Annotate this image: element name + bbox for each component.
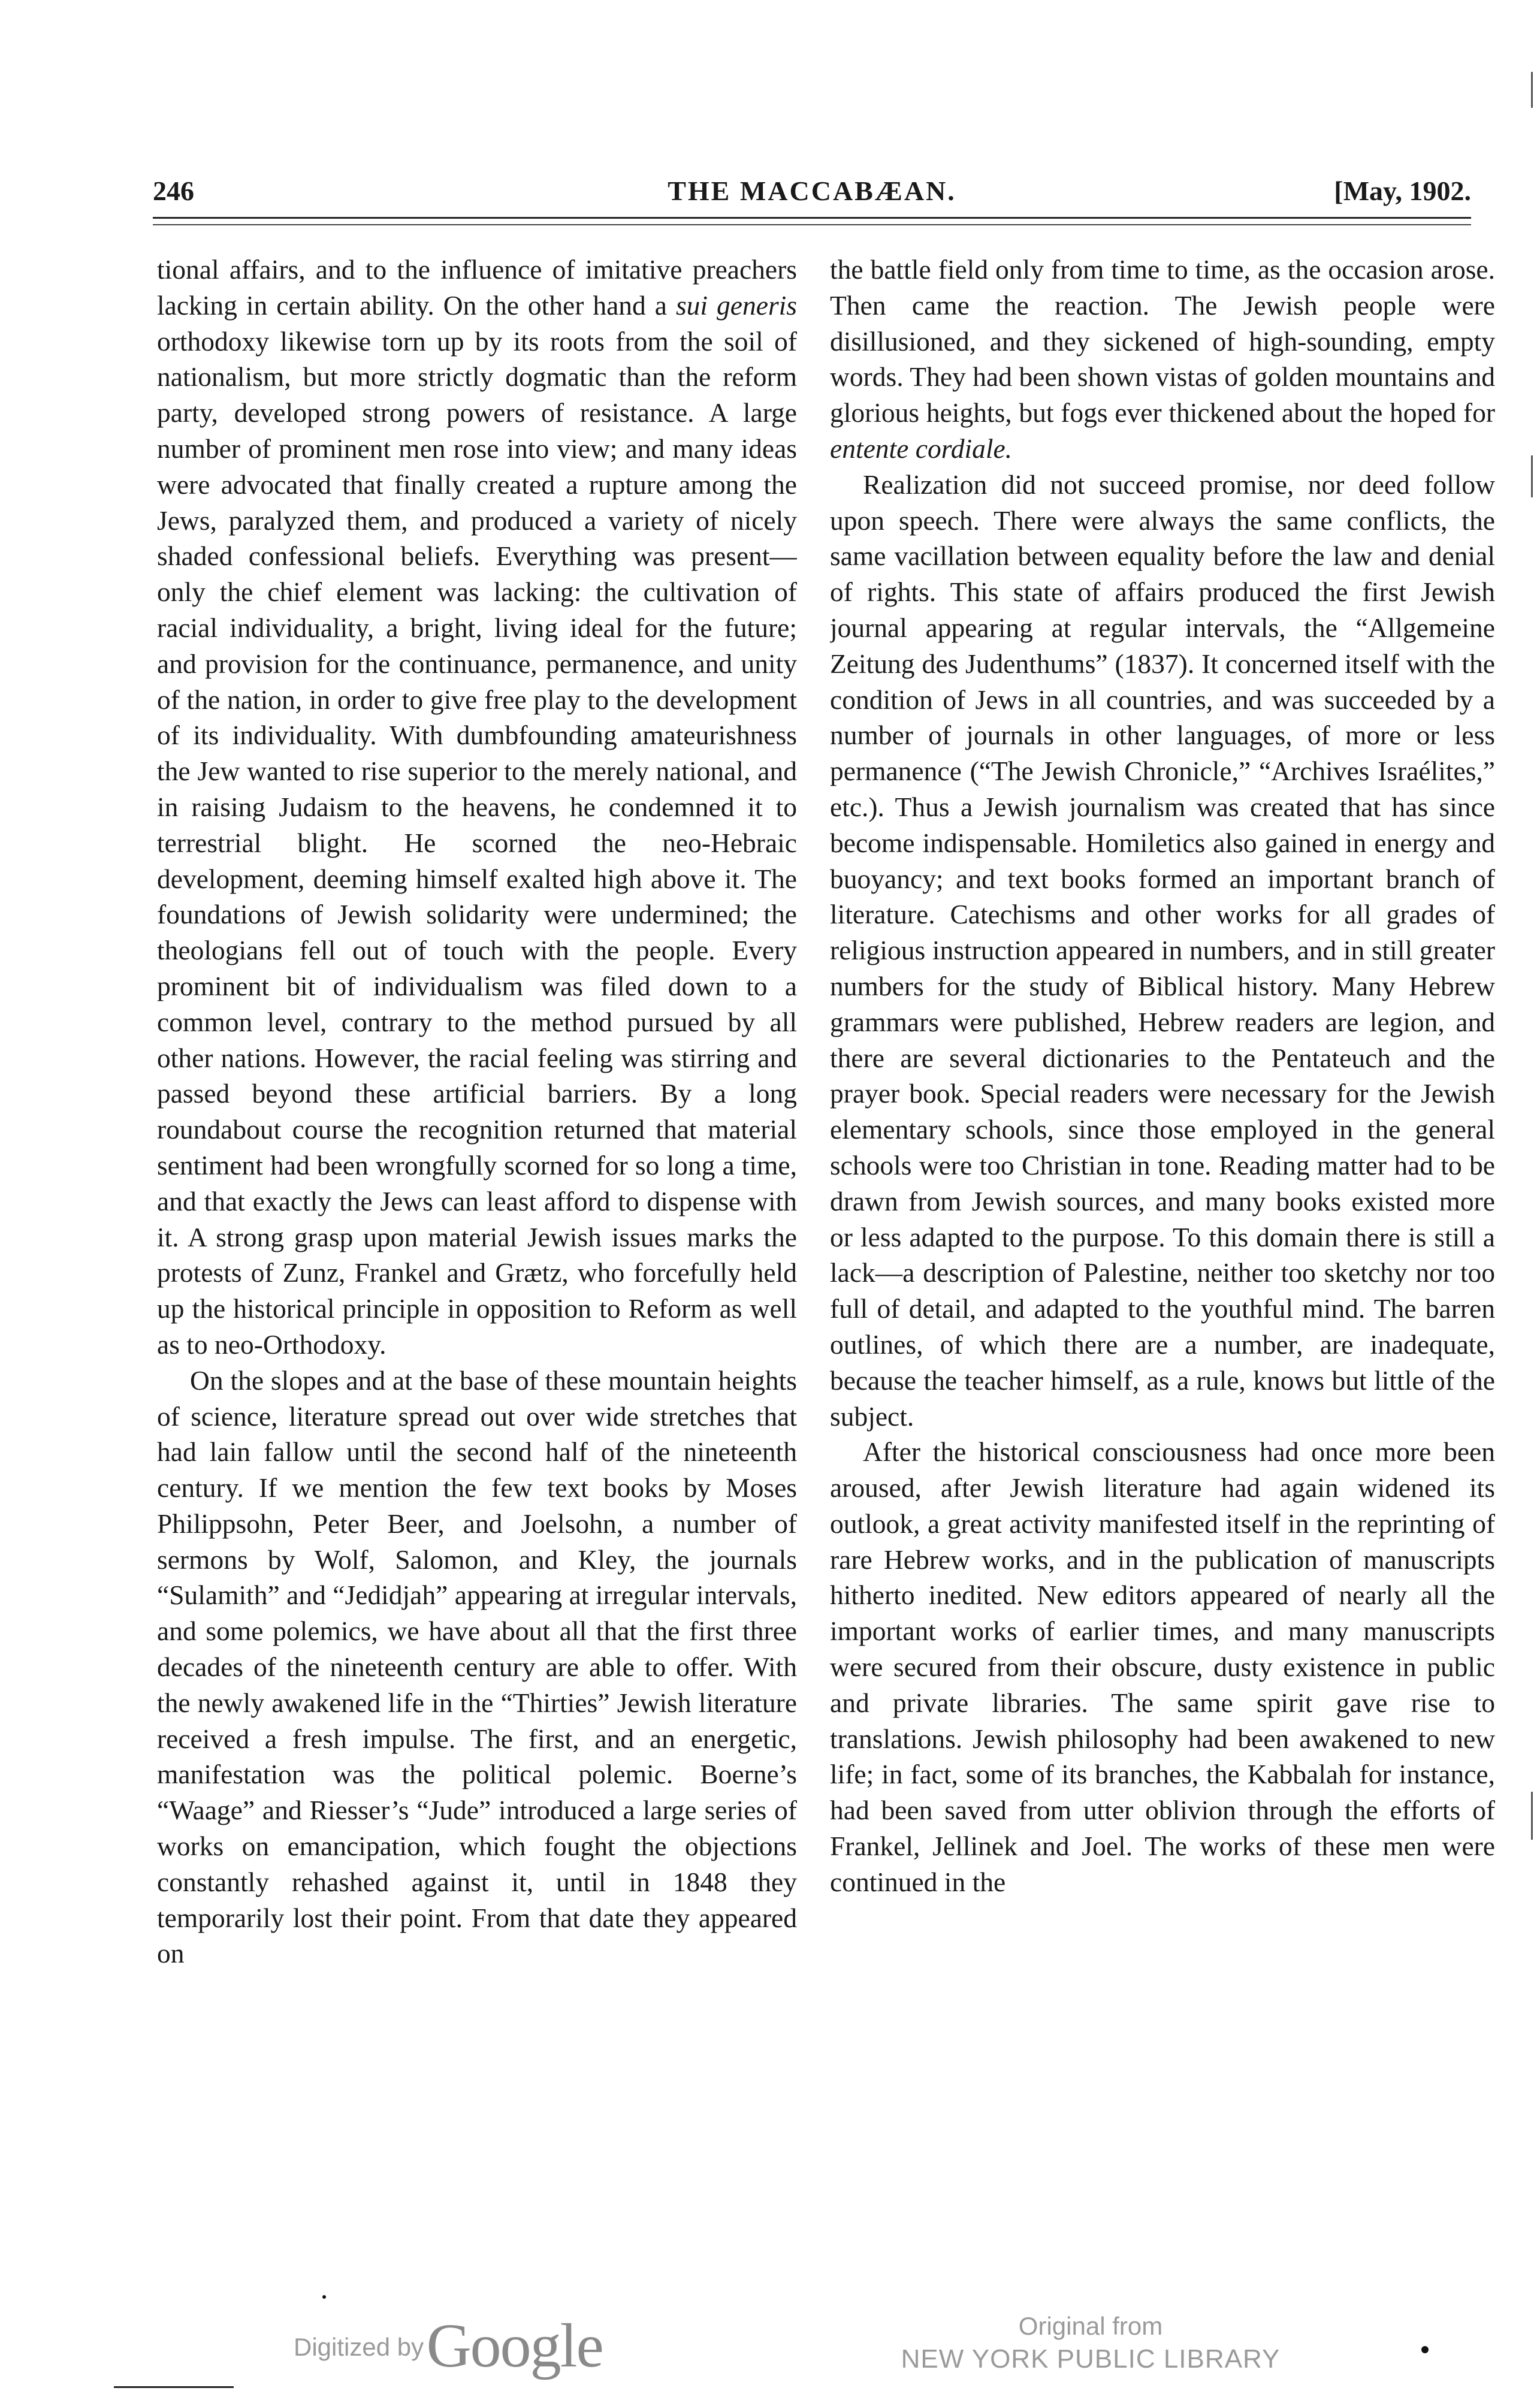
running-header [153, 175, 1471, 209]
italic-phrase: entente cordiale. [830, 433, 1013, 464]
original-from-label: Original from [1018, 2312, 1163, 2340]
paragraph: Realization did not succeed promise, nor deed follow upon speech. There were always the same conflicts, the same vacillation between equality before the law and denial of rights. This state of affairs produced the first Jewish journal appearing at regular intervals, the “Allgemeine Zeitung des Judenthums” (1837). It concerned itself with the condition of Jews in all countries, and was succeeded by a number of journals in other languages, of more or less permanence (“The Jewish Chronicle,” “Archives Israélites,” etc.). Thus a Jewish journalism was created that has since become indispensable. Homiletics also gained in energy and buoyancy; and text books formed an important branch of literature. Catechisms and other works for all grades of religious instruction appeared in numbers, and in still greater numbers for the study of Biblical history. Many Hebrew grammars were published, Hebrew readers are legion, and there are several dictionaries to the Pentateuch and the prayer book. Special readers were necessary for the Jewish elementary schools, since those employed in the general schools were too Christian in tone. Reading matter had to be drawn from Jewish sources, and many books existed more or less adapted to the purpose. To this domain there is still a lack—a description of Palestine, neither too sketchy nor too full of detail, and adapted to the youthful mind. The barren outlines, of which there are a number, are inadequate, because the teacher himself, as a rule, knows but little of the subject. [830, 469, 1495, 1432]
header-rule-thin [153, 224, 1471, 225]
scan-edge-mark [1531, 455, 1533, 497]
scan-edge-mark [1531, 1792, 1533, 1840]
header-rule [153, 217, 1471, 219]
left-column [157, 252, 797, 2211]
italic-phrase: sui generis [675, 289, 797, 321]
google-logo: Google [426, 2311, 603, 2380]
paragraph-text: the battle field only from time to time, as the occasion arose. Then came the reaction. The Jewish people were disillusioned, and they sickened of high-sounding, empty words. They had been shown vistas of golden mountains and glorious heights, but fogs ever thickened about the hoped for [830, 254, 1495, 428]
scan-speck [1421, 2346, 1429, 2353]
scan-edge-mark [114, 2386, 234, 2388]
paragraph: On the slopes and at the base of these mountain heights of science, literature spread out over wide stretches that had lain fallow until the second half of the nineteenth century. If we mention the few text books by Moses Philippsohn, Peter Beer, and Joelsohn, a number of sermons by Wolf, Salomon, and Kley, the journals “Sulamith” and “Jedidjah” appearing at irregular intervals, and some polemics, we have about all that the first three decades of the nineteenth century are able to offer. With the newly awakened life in the “Thirties” Jewish literature received a fresh impulse. The first, and an energetic, manifestation was the political polemic. Boerne’s “Waage” and Riesser’s “Jude” introduced a large series of works on emancipation, which fought the objections constantly rehashed against it, until in 1848 they temporarily lost their point. From that date they appeared on [157, 1364, 797, 1969]
right-column [830, 252, 1495, 2211]
paragraph: After the historical consciousness had once more been aroused, after Jewish literature had again widened its outlook, a great activity manifested itself in the reprinting of rare Hebrew works, and in the publication of manuscripts hitherto inedited. New editors appeared of nearly all the important works of earlier times, and many manuscripts were secured from their obscure, dusty existence in public and private libraries. The same spirit gave rise to translations. Jewish philosophy had been awakened to new life; in fact, some of its branches, the Kabbalah for instance, had been saved from utter oblivion through the efforts of Frankel, Jellinek and Joel. The works of these men were continued in the [830, 1436, 1495, 1897]
scan-edge-mark [1531, 72, 1533, 108]
scan-speck [322, 2295, 326, 2299]
paragraph [157, 252, 797, 1363]
library-name: NEW YORK PUBLIC LIBRARY [901, 2344, 1281, 2374]
paragraph-text: tional affairs, and to the influence of imitative preachers lacking in certain ability. On the other hand a [157, 254, 797, 321]
digitized-by-watermark [294, 2310, 603, 2380]
page-number: 246 [153, 176, 194, 206]
journal-title: THE MACCABÆAN. [668, 176, 956, 206]
digitized-by-label: Digitized by [294, 2333, 424, 2361]
paragraph-text: orthodoxy likewise torn up by its roots from the soil of nationalism, but more strictly dogmatic than the reform party, developed strong powers of resistance. A large number of prominent men rose into view; and many ideas were advocated that finally created a rupture among the Jews, paralyzed them, and produced a variety of nicely shaded confessional beliefs. Everything was present—only the chief element was lacking: the cultivation of racial individuality, a bright, living ideal for the future; and provision for the continuance, permanence, and unity of the nation, in order to give free play to the development of its individuality. With dumbfounding amateurishness the Jew wanted to rise superior to the merely national, and in raising Judaism to the heavens, he condemned it to terrestrial blight. He scorned the neo-Hebraic development, deeming himself exalted high above it. The foundations of Jewish solidarity were undermined; the theologians fell out of touch with the people. Every prominent bit of individualism was filed down to a common level, contrary to the method pursued by all other nations. However, the racial feeling was stirring and passed beyond these artificial barriers. By a long roundabout course the recognition returned that material sentiment had been wrongfully scorned for so long a time, and that exactly the Jews can least afford to dispense with it. A strong grasp upon material Jewish issues marks the protests of Zunz, Frankel and Grætz, who forcefully held up the historical principle in opposition to Reform as well as to neo-Orthodoxy. [157, 325, 797, 1360]
library-watermark [893, 2310, 1288, 2376]
paragraph [830, 252, 1495, 467]
issue-date: [May, 1902. [1334, 176, 1471, 206]
